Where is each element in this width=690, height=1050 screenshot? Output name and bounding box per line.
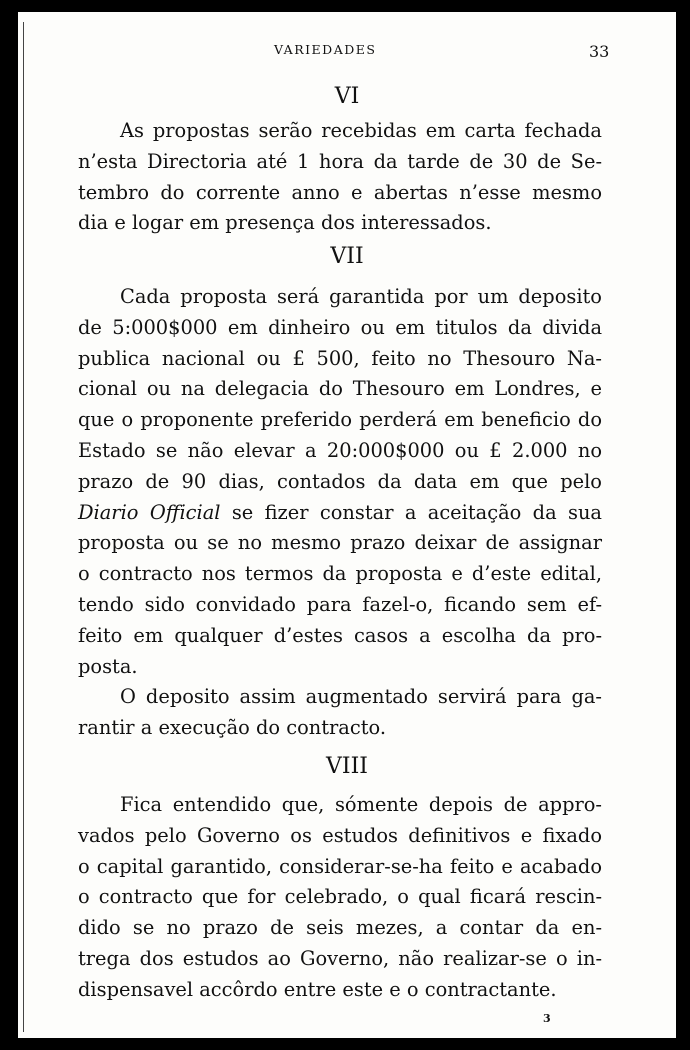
paragraph-viii-1: [78, 790, 602, 1006]
text-line: de 5:000$000 em dinheiro ou em titulos da divida: [78, 315, 602, 339]
section-heading-viii: VIII: [326, 754, 368, 779]
text-line-with-italic: [78, 498, 602, 529]
text-line: Fica entendido que, sómente depois de appro-: [120, 793, 602, 816]
text-line: As propostas serão recebidas em carta fechada: [120, 119, 602, 142]
text-line: feito em qualquer d’estes casos a escolha da pro-: [78, 623, 602, 647]
text-line: proposta ou se no mesmo prazo deixar de assignar: [78, 531, 602, 555]
text-line: o contracto que for celebrado, o qual ficará rescin-: [78, 885, 602, 909]
text-line: dido se no prazo de seis mezes, a contar da en-: [78, 916, 602, 940]
text-line: dia e logar em presença dos interessados.: [78, 211, 492, 235]
text-line: que o proponente preferido perderá em beneficio do: [78, 408, 602, 432]
section-heading-vi: VI: [334, 84, 360, 109]
document-page: [18, 12, 676, 1038]
text-line: dispensavel accôrdo entre este e o contractante.: [78, 977, 557, 1001]
text-line: cional ou na delegacia do Thesouro em Londres, e: [78, 377, 602, 401]
paragraph-vi-1: [78, 116, 602, 239]
text-line: Estado se não elevar a 20:000$000 ou £ 2.000 no: [78, 438, 602, 462]
text-line: tendo sido convidado para fazel-o, ficando sem ef-: [78, 592, 602, 616]
signature-mark: 3: [543, 1012, 551, 1025]
text-line: posta.: [78, 654, 138, 678]
text-line: vados pelo Governo os estudos definitivos e fixado: [78, 823, 602, 847]
page-number: 33: [589, 42, 610, 61]
text-line: publica nacional ou £ 500, feito no Thesouro Na-: [78, 346, 602, 370]
paragraph-vii-2: [78, 682, 602, 744]
text-line: n’esta Directoria até 1 hora da tarde de 30 de Se-: [78, 149, 602, 173]
section-heading-vii: VII: [330, 244, 364, 269]
text-line: trega dos estudos ao Governo, não realizar-se o in-: [78, 946, 602, 970]
paragraph-vii-1: [78, 282, 602, 682]
text-line: rantir a execução do contracto.: [78, 715, 387, 739]
italic-title: Diario Official: [78, 500, 221, 524]
text-line: O deposito assim augmentado servirá para ga-: [120, 685, 602, 708]
text-line: o contracto nos termos da proposta e d’este edital,: [78, 562, 602, 586]
text-line: tembro do corrente anno e abertas n’esse mesmo: [78, 180, 602, 204]
text-line: Cada proposta será garantida por um deposito: [120, 285, 602, 308]
page-edge-rule: [23, 22, 24, 1032]
text-line-rest: se fizer constar a aceitação da sua: [231, 500, 602, 524]
text-line: o capital garantido, considerar-se-ha feito e acabado: [78, 854, 602, 878]
running-head: VARIEDADES: [274, 42, 377, 57]
text-line: prazo de 90 dias, contados da data em que pelo: [78, 469, 602, 493]
